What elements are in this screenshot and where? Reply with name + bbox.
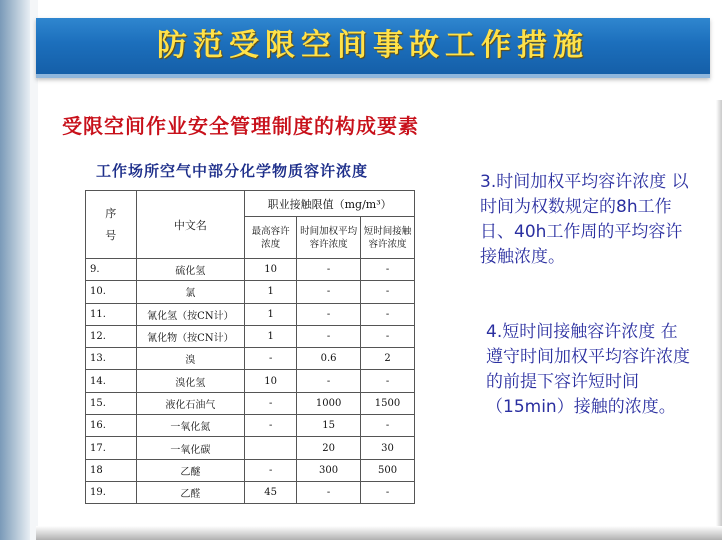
cell-stel: - [361, 481, 415, 503]
cell-name: 氯 [136, 281, 245, 303]
cell-index: 9. [86, 259, 137, 281]
point-4-text: 4.短时间接触容许浓度 在遵守时间加权平均容许浓度的前提下容许短时间（15min）接触的浓度。 [486, 322, 690, 417]
cell-index: 14. [86, 370, 137, 392]
header-twa [297, 217, 361, 259]
cell-twa: 1000 [297, 392, 361, 414]
table-row [86, 459, 415, 481]
table-row [86, 281, 415, 303]
cell-twa: 15 [297, 415, 361, 437]
table-row [86, 392, 415, 414]
cell-index: 19. [86, 481, 137, 503]
header-mac [245, 217, 297, 259]
cell-stel: - [361, 415, 415, 437]
cell-name: 氰化氢（按CN计） [136, 303, 245, 325]
cell-stel: - [361, 325, 415, 347]
table-row [86, 303, 415, 325]
cell-mac: 1 [245, 281, 297, 303]
cell-mac: 10 [245, 259, 297, 281]
table-row [86, 348, 415, 370]
header-index-text: 序号 [105, 206, 117, 242]
cell-name: 乙醛 [136, 481, 245, 503]
cell-mac: 1 [245, 303, 297, 325]
cell-name: 溴化氢 [136, 370, 245, 392]
cell-name: 一氧化碳 [136, 437, 245, 459]
cell-index: 16. [86, 415, 137, 437]
cell-stel: - [361, 259, 415, 281]
cell-mac: 45 [245, 481, 297, 503]
table-row [86, 325, 415, 347]
bottom-shadow [36, 526, 722, 540]
table-row [86, 481, 415, 503]
cell-mac: 10 [245, 370, 297, 392]
cell-name: 乙醚 [136, 459, 245, 481]
cell-name: 一氧化氮 [136, 415, 245, 437]
table-row [86, 370, 415, 392]
left-decorative-bar [0, 0, 30, 540]
title-bar [36, 18, 710, 78]
cell-twa: 300 [297, 459, 361, 481]
cell-mac [245, 437, 297, 459]
table-caption: 工作场所空气中部分化学物质容许浓度 [96, 162, 369, 180]
left-decorative-strip [30, 0, 38, 540]
cell-twa: - [297, 370, 361, 392]
table-row [86, 437, 415, 459]
cell-twa: - [297, 259, 361, 281]
cell-index: 10. [86, 281, 137, 303]
cell-stel: 2 [361, 348, 415, 370]
chemical-limits-table [85, 190, 415, 504]
header-group: 职业接触限值（mg/m³） [245, 191, 415, 217]
table-body [86, 259, 415, 504]
cell-mac: 1 [245, 325, 297, 347]
cell-mac: - [245, 459, 297, 481]
cell-name: 氰化物（按CN计） [136, 325, 245, 347]
cell-twa: 20 [297, 437, 361, 459]
cell-mac: - [245, 392, 297, 414]
cell-stel: 30 [361, 437, 415, 459]
header-mac-text: 最高容许浓度 [251, 225, 290, 250]
cell-name: 硫化氢 [136, 259, 245, 281]
cell-stel: 500 [361, 459, 415, 481]
header-index [86, 191, 137, 259]
header-twa-text: 时间加权平均容许浓度 [300, 225, 358, 250]
cell-name: 液化石油气 [136, 392, 245, 414]
cell-twa: 0.6 [297, 348, 361, 370]
cell-twa: - [297, 325, 361, 347]
header-stel [361, 217, 415, 259]
cell-twa: - [297, 481, 361, 503]
cell-stel: 1500 [361, 392, 415, 414]
cell-index: 17. [86, 437, 137, 459]
cell-index: 18 [86, 459, 137, 481]
header-name: 中文名 [136, 191, 245, 259]
cell-twa: - [297, 303, 361, 325]
cell-index: 12. [86, 325, 137, 347]
cell-index: 13. [86, 348, 137, 370]
slide-title: 防范受限空间事故工作措施 [157, 28, 589, 63]
right-shadow [716, 100, 722, 540]
cell-index: 11. [86, 303, 137, 325]
cell-mac: - [245, 415, 297, 437]
cell-twa: - [297, 281, 361, 303]
cell-mac: - [245, 348, 297, 370]
table-row [86, 259, 415, 281]
cell-stel: - [361, 370, 415, 392]
cell-stel: - [361, 303, 415, 325]
cell-stel: - [361, 281, 415, 303]
cell-name: 溴 [136, 348, 245, 370]
table-row [86, 415, 415, 437]
point-3-text: 3.时间加权平均容许浓度 以时间为权数规定的8h工作日、40h工作周的平均容许接触浓度。 [480, 172, 689, 267]
section-subtitle: 受限空间作业安全管理制度的构成要素 [62, 114, 419, 138]
cell-index: 15. [86, 392, 137, 414]
header-stel-text: 短时间接触容许浓度 [363, 225, 412, 250]
